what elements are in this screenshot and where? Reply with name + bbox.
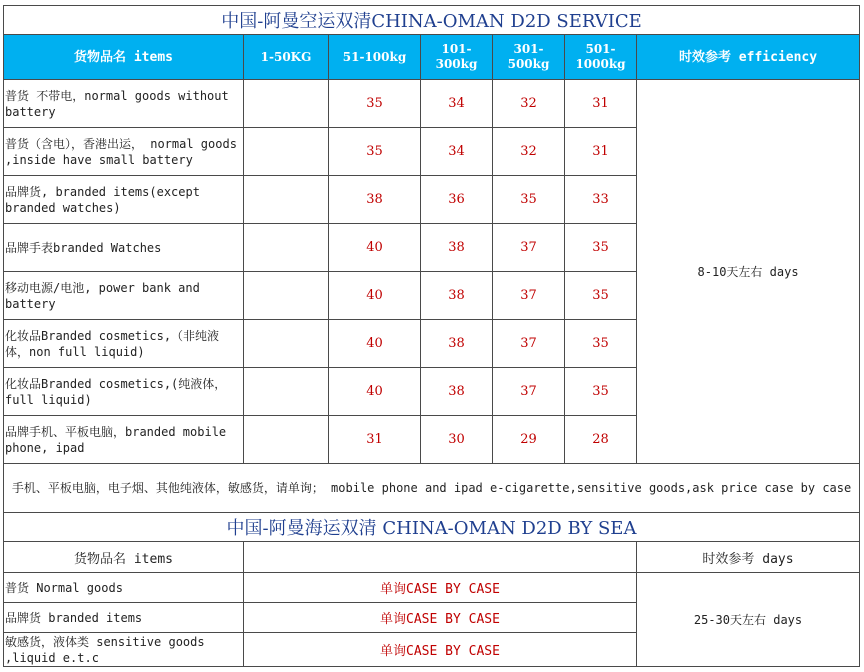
price-cell: 40 [329,272,421,320]
table-row [4,80,860,128]
price-cell: 35 [329,80,421,128]
item-cell: 化妆品Branded cosmetics,(纯液体， full liquid) [4,368,244,416]
price-cell [244,416,329,464]
price-cell [244,128,329,176]
price-cell: 33 [565,176,637,224]
sea-title: 中国-阿曼海运双清 CHINA-OMAN D2D BY SEA [4,513,860,542]
header-51-100kg: 51-100kg [329,35,421,80]
price-cell: 37 [493,224,565,272]
header-efficiency: 时效参考 efficiency [637,35,860,80]
air-title: 中国-阿曼空运双清CHINA-OMAN D2D SERVICE [4,6,860,35]
price-cell: 32 [493,80,565,128]
header-501-1000kg: 501- 1000kg [565,35,637,80]
sea-rate-table [3,512,860,667]
case-by-case-cell: 单询CASE BY CASE [244,603,637,633]
item-cell: 品牌手表branded Watches [4,224,244,272]
price-cell: 32 [493,128,565,176]
price-cell: 35 [329,128,421,176]
sea-header-days: 时效参考 days [637,542,860,573]
sea-efficiency: 25-30天左右 days [637,573,860,667]
header-items: 货物品名 items [4,35,244,80]
price-cell: 35 [565,224,637,272]
price-cell: 38 [421,272,493,320]
header-301-500kg: 301-500kg [493,35,565,80]
price-cell: 38 [421,368,493,416]
header-101-300kg: 101-300kg [421,35,493,80]
price-cell: 38 [421,320,493,368]
header-1-50kg: 1-50KG [244,35,329,80]
item-cell: 普货（含电），香港出运， normal goods ,inside have small battery [4,128,244,176]
price-cell: 40 [329,224,421,272]
price-cell: 30 [421,416,493,464]
air-header-row [4,35,860,80]
price-cell: 28 [565,416,637,464]
price-cell [244,224,329,272]
price-cell: 35 [565,272,637,320]
item-cell: 敏感货，液体类 sensitive goods ,liquid e.t.c [4,633,244,667]
price-cell: 34 [421,80,493,128]
table-row [4,573,860,603]
price-cell [244,320,329,368]
case-by-case-cell: 单询CASE BY CASE [244,633,637,667]
air-note: 手机、平板电脑，电子烟、其他纯液体，敏感货，请单询； mobile phone and ipad e-cigarette,sensitive goods,ask price case by case [4,464,860,513]
item-cell: 化妆品Branded cosmetics,（非纯液体，non full liquid) [4,320,244,368]
price-cell: 34 [421,128,493,176]
price-cell: 40 [329,368,421,416]
air-efficiency: 8-10天左右 days [637,80,860,464]
sea-header-blank [244,542,637,573]
price-cell: 31 [565,80,637,128]
price-cell: 38 [329,176,421,224]
price-cell [244,80,329,128]
price-cell [244,272,329,320]
sea-header-items: 货物品名 items [4,542,244,573]
price-cell: 35 [565,368,637,416]
price-cell [244,176,329,224]
case-by-case-cell: 单询CASE BY CASE [244,573,637,603]
item-cell: 品牌手机、平板电脑，branded mobile phone, ipad [4,416,244,464]
rate-sheet [3,5,859,667]
item-cell: 普货 不带电，normal goods without battery [4,80,244,128]
item-cell: 品牌货 branded items [4,603,244,633]
price-cell: 37 [493,320,565,368]
price-cell: 36 [421,176,493,224]
price-cell: 35 [493,176,565,224]
price-cell [244,368,329,416]
item-cell: 普货 Normal goods [4,573,244,603]
price-cell: 35 [565,320,637,368]
price-cell: 40 [329,320,421,368]
price-cell: 31 [565,128,637,176]
price-cell: 38 [421,224,493,272]
item-cell: 品牌货, branded items(except branded watches) [4,176,244,224]
sea-header-row [4,542,860,573]
price-cell: 29 [493,416,565,464]
price-cell: 37 [493,272,565,320]
price-cell: 31 [329,416,421,464]
air-rate-table [3,5,860,513]
item-cell: 移动电源/电池, power bank and battery [4,272,244,320]
price-cell: 37 [493,368,565,416]
